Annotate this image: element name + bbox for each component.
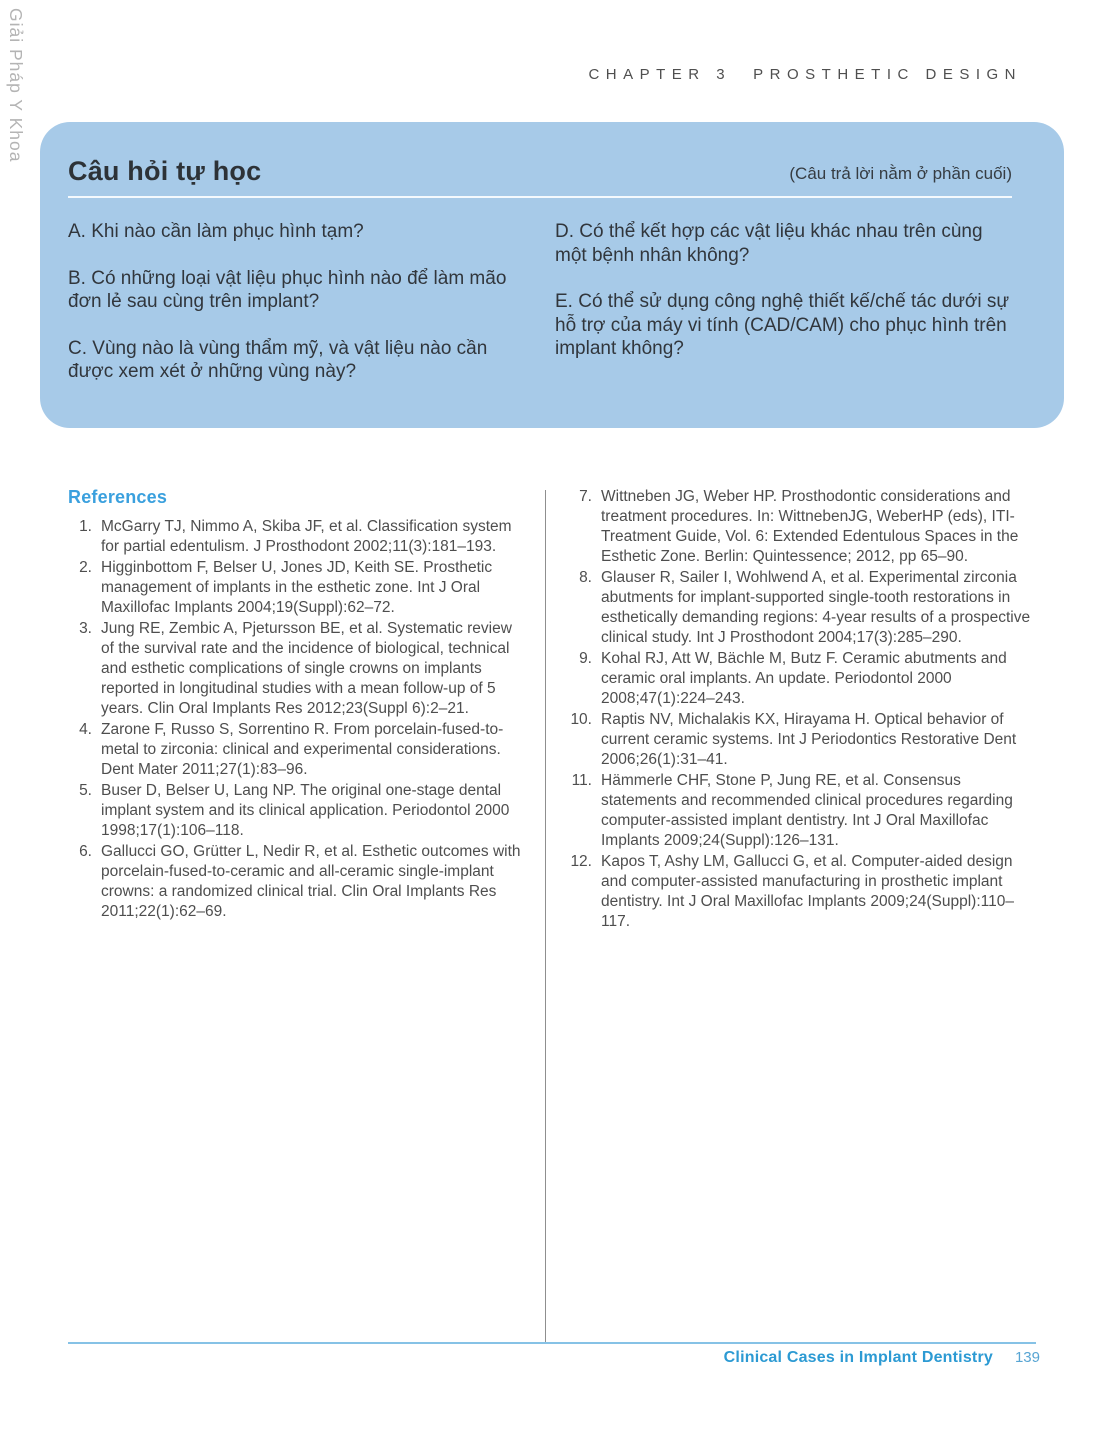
reference-item <box>568 649 1040 709</box>
reference-item <box>68 781 523 841</box>
questions-left-column <box>68 220 525 407</box>
footer-rule <box>68 1342 1036 1344</box>
chapter-running-head <box>588 66 1022 83</box>
question-item: A. Khi nào cần làm phục hình tạm? <box>68 221 364 242</box>
references-left-column <box>68 487 523 933</box>
column-divider-rule <box>545 490 546 1343</box>
reference-item <box>568 710 1040 770</box>
reference-number: 11. <box>571 772 592 789</box>
question-item: E. Có thể sử dụng công nghệ thiết kế/chế tác dưới sự hỗ trợ của máy vi tính (CAD/CAM) cho phục hình trên implant không? <box>555 291 1010 359</box>
reference-text: Kohal RJ, Att W, Bächle M, Butz F. Ceramic abutments and ceramic oral implants. An update. Periodontol 2000 2008;47(1):224–243. <box>601 650 1007 707</box>
reference-number: 8. <box>579 569 592 586</box>
question-item: D. Có thể kết hợp các vật liệu khác nhau trên cùng một bệnh nhân không? <box>555 221 983 266</box>
reference-text: Glauser R, Sailer I, Wohlwend A, et al. Experimental zirconia abutments for implant-supported single-tooth restorations in esthetically demanding regions: 4-year results of a prospective clinical study. Int J Prosthodont 2004;17(3):285–290. <box>601 569 1031 646</box>
reference-number: 7. <box>579 488 592 505</box>
quiz-box-title: Câu hỏi tự học <box>68 156 262 186</box>
reference-number: 6. <box>79 843 92 860</box>
reference-number: 10. <box>570 711 592 728</box>
quiz-title-underline <box>68 196 1012 198</box>
reference-number: 3. <box>79 620 92 637</box>
quiz-questions <box>68 220 1012 407</box>
reference-number: 1. <box>79 518 92 535</box>
references-list-right <box>568 487 1040 932</box>
reference-text: Zarone F, Russo S, Sorrentino R. From porcelain-fused-to-metal to zirconia: clinical and experimental considerations. Dent Mater 2011;27(1):83–96. <box>101 721 504 778</box>
page-footer <box>68 1349 1040 1367</box>
footer-page-number: 139 <box>1014 1349 1040 1366</box>
reference-text: Wittneben JG, Weber HP. Prosthodontic considerations and treatment procedures. In: WittnebenJG, WeberHP (eds), ITI-Treatment Guide, Vol. 6: Extended Edentulous Spaces in the Esthetic Zone. Berlin: Quintessence; 2012, pp 65–90. <box>601 488 1019 565</box>
reference-item <box>68 720 523 780</box>
quiz-box-subtitle: (Câu trả lời nằm ở phần cuối) <box>789 164 1012 183</box>
reference-item <box>68 619 523 719</box>
questions-right-column <box>555 220 1012 407</box>
references-heading: References <box>68 487 168 507</box>
references-right-column <box>568 487 1040 933</box>
reference-item <box>568 852 1040 932</box>
chapter-number: CHAPTER 3 <box>588 66 732 83</box>
reference-text: Raptis NV, Michalakis KX, Hirayama H. Optical behavior of current ceramic systems. Int J Periodontics Restorative Dent 2006;26(1):31–41. <box>601 711 1017 768</box>
reference-text: Jung RE, Zembic A, Pjetursson BE, et al. Systematic review of the survival rate and the incidence of biological, technical and esthetic complications of single crowns on implants reported in longitudinal studies with a mean follow-up of 5 years. Clin Oral Implants Res 2012;23(Suppl 6):2–21. <box>101 620 512 717</box>
reference-number: 5. <box>79 782 92 799</box>
publisher-watermark: Giải Pháp Y Khoa <box>6 8 26 163</box>
reference-item <box>568 568 1040 648</box>
reference-text: Gallucci GO, Grütter L, Nedir R, et al. Esthetic outcomes with porcelain-fused-to-ceramic and all-ceramic single-implant crowns: a randomized clinical trial. Clin Oral Implants Res 2011;22(1):62–69. <box>101 843 521 920</box>
references-list-left <box>68 517 523 922</box>
reference-text: Kapos T, Ashy LM, Gallucci G, et al. Computer-aided design and computer-assisted manufacturing in prosthetic implant dentistry. Int J Oral Maxillofac Implants 2009;24(Suppl):110–117. <box>601 853 1014 930</box>
reference-text: Hämmerle CHF, Stone P, Jung RE, et al. Consensus statements and recommended clinical procedures regarding computer-assisted implant dentistry. Int J Oral Maxillofac Implants 2009;24(Suppl):126–131. <box>601 772 1013 849</box>
reference-item <box>68 558 523 618</box>
references-section <box>68 487 1040 933</box>
self-study-questions-box <box>40 122 1064 428</box>
question-item: B. Có những loại vật liệu phục hình nào để làm mão đơn lẻ sau cùng trên implant? <box>68 267 507 312</box>
reference-text: Buser D, Belser U, Lang NP. The original one-stage dental implant system and its clinical application. Periodontol 2000 1998;17(1):106–118. <box>101 782 510 839</box>
reference-number: 9. <box>579 650 592 667</box>
reference-item <box>568 487 1040 567</box>
reference-number: 2. <box>79 559 92 576</box>
chapter-title: PROSTHETIC DESIGN <box>753 66 1022 83</box>
reference-item <box>68 842 523 922</box>
reference-item <box>68 517 523 557</box>
question-item: C. Vùng nào là vùng thẩm mỹ, và vật liệu nào cần được xem xét ở những vùng này? <box>68 337 488 382</box>
reference-number: 4. <box>79 721 92 738</box>
footer-book-title: Clinical Cases in Implant Dentistry <box>723 1349 993 1366</box>
reference-text: Higginbottom F, Belser U, Jones JD, Keith SE. Prosthetic management of implants in the esthetic zone. Int J Oral Maxillofac Implants 2004;19(Suppl):62–72. <box>101 559 493 616</box>
reference-text: McGarry TJ, Nimmo A, Skiba JF, et al. Classification system for partial edentulism. J Prosthodont 2002;11(3):181–193. <box>101 518 512 555</box>
quiz-title-row <box>68 156 1012 187</box>
reference-number: 12. <box>570 853 592 870</box>
reference-item <box>568 771 1040 851</box>
